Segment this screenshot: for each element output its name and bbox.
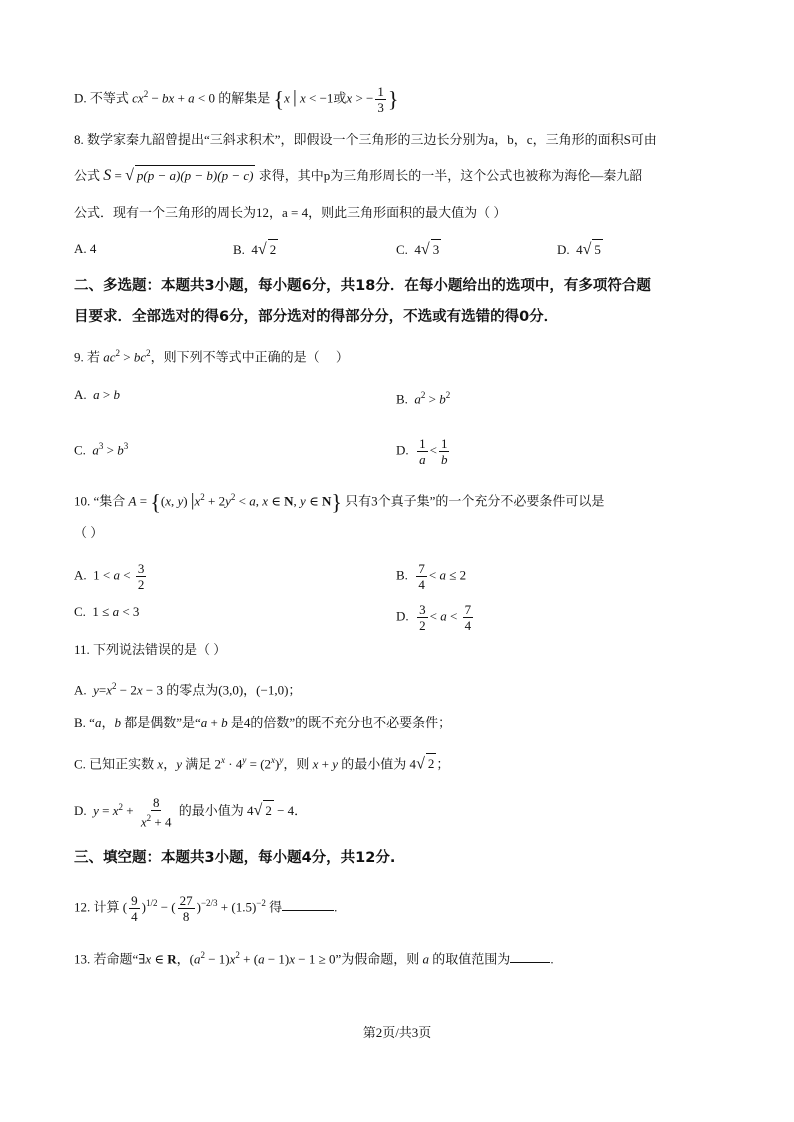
q8-line3: 公式．现有一个三角形的周长为12，a = 4，则此三角形面积的最大值为（ ）: [74, 205, 507, 220]
q8-line1: 8. 数学家秦九韶曾提出“三斜求积术”，即假设一个三角形的三边长分别为a，b，c，三角形的面积S可由: [74, 132, 657, 147]
q11-option-d: D. $y = x^2$ + $\frac{8}{x^2 + 4}$ 的最小值为 4√ 2 − 4．: [74, 795, 308, 830]
q11-option-c: C. 已知正实数 x，y 满足 $2^x \cdot 4^y = (2^x)^y$，则 x + y 的最小值为 4√ 2 ；: [74, 755, 450, 773]
q10-option-b: B. $\frac{7}{4}$ < a ≤ 2: [396, 561, 467, 592]
section2-heading-line1: 二、多选题：本题共3小题，每小题6分，共18分．在每小题给出的选项中，有多项符合题: [74, 278, 651, 294]
section3-heading: 三、填空题：本题共3小题，每小题4分，共12分.: [74, 850, 396, 866]
q8-option-d: D. 4√ 5: [557, 241, 601, 258]
q12-stem: 12. 计算 ( $\frac{9}{4}$ )$^{1/2}$ − ( $\frac{27}{8}$ )$^{-2/3} + (1.5)^{-2}$ 得 .: [74, 893, 338, 924]
q10-option-d: D. $\frac{3}{2}$ < a < $\frac{7}{4}$: [396, 602, 472, 633]
q8-option-c: C. 4√ 3: [396, 241, 440, 258]
q9-option-c: C. $a^3 > b^3$: [74, 441, 129, 458]
q9-option-a: A. a > b: [74, 387, 120, 402]
q9-option-b: B. $a^2 > b^2$: [396, 390, 451, 407]
q9-stem: 9. 若 $ac^2 > bc^2$，则下列不等式中正确的是（ ）: [74, 348, 349, 365]
q10-option-c: C. 1 ≤ a < 3: [74, 604, 140, 619]
q10-paren: （ ）: [74, 525, 104, 540]
page-footer: 第2页/共3页: [362, 1025, 432, 1040]
q10-option-a: A. 1 < a < $\frac{3}{2}$: [74, 561, 145, 592]
q9-option-d: D. $\frac{1}{a}$ < $\frac{1}{b}$: [396, 436, 448, 467]
q10-stem: 10. “集合 A = {(x, y) $|x^2 + 2y^2 < a$, x ∈ N, y ∈ N} 只有3个真子集”的一个充分不必要条件可以是: [74, 489, 605, 515]
q13-stem: 13. 若命题“∃x ∈ R，$(a^2 - 1)x^2 + (a - 1)x - 1 \ge 0$”为假命题，则 a 的取值范围为 .: [74, 950, 554, 967]
section2-heading-line2: 目要求．全部选对的得6分，部分选对的得部分分，不选或有选错的得0分．: [74, 309, 559, 325]
q8-option-a: A. 4: [74, 241, 97, 256]
q11-option-a: A. $y=x^2 - 2x - 3$ 的零点为(3,0)，(−1,0)；: [74, 681, 302, 698]
q8-line2: 公式 S = √ p(p − a)(p − b)(p − c) 求得，其中p为三角形周长的一半，这个公式也被称为海伦—秦九韶: [74, 167, 643, 184]
q8-option-b: B. 4√ 2: [233, 241, 277, 258]
q11-option-b: B. “a，b 都是偶数”是“a + b 是4的倍数”的既不充分也不必要条件；: [74, 715, 452, 730]
q11-stem: 11. 下列说法错误的是（ ）: [74, 642, 227, 657]
q7-option-d: D. 不等式 $cx^2$ − bx + a < 0 的解集是 {x | x < −1或x > − $\frac{1}{3}$ }: [74, 84, 399, 115]
